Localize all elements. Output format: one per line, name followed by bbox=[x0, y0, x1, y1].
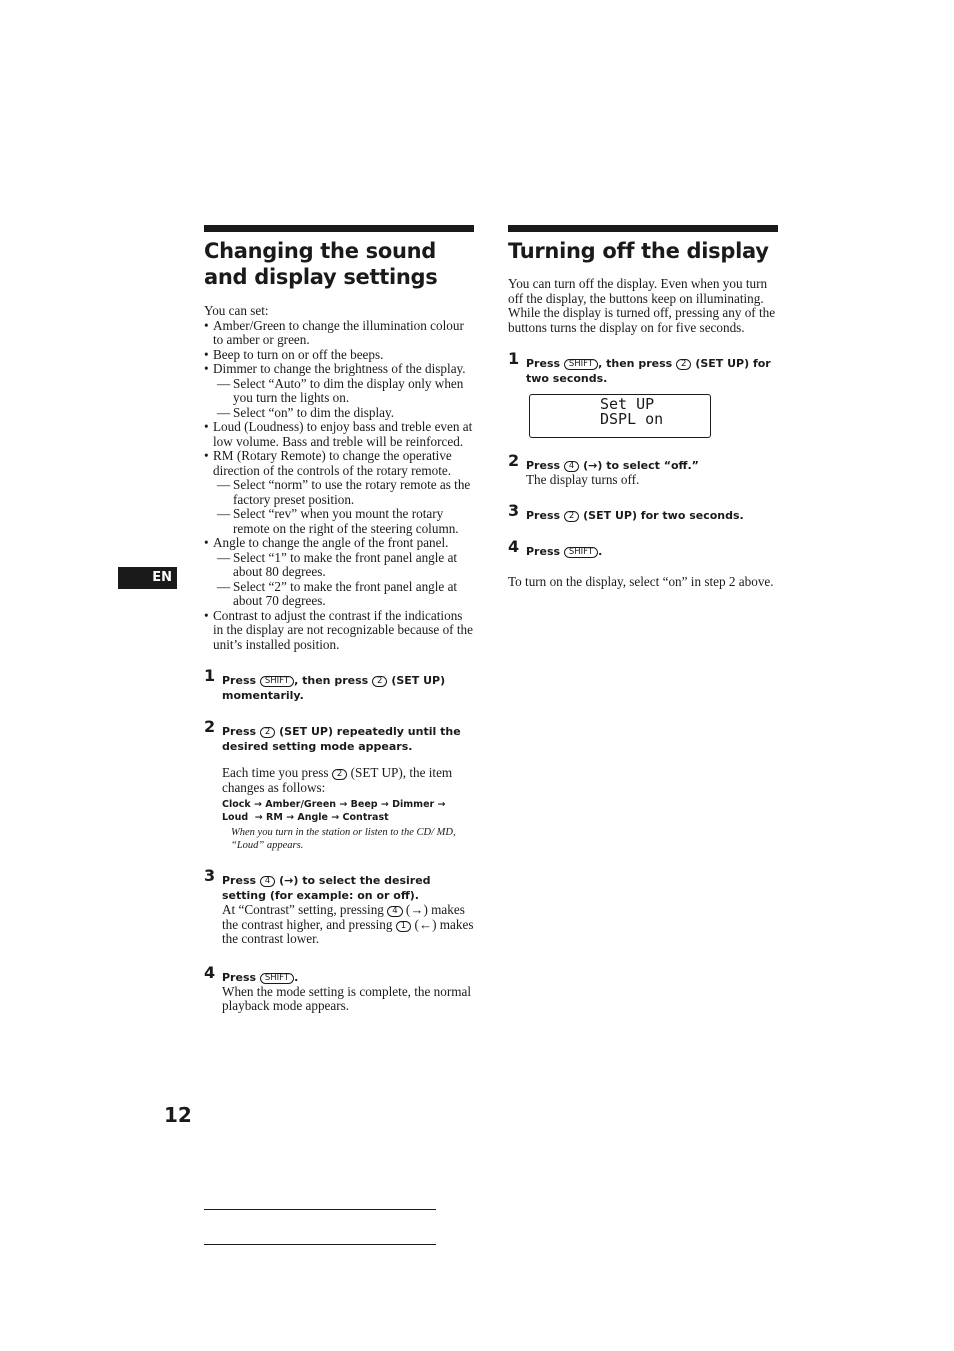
section-rule bbox=[508, 225, 778, 232]
step-number: 3 bbox=[508, 500, 520, 520]
step-number: 1 bbox=[508, 349, 520, 368]
right-outro: To turn on the display, select “on” in step 2 above. bbox=[508, 573, 774, 589]
footer-rule bbox=[204, 1209, 436, 1210]
settings-sub-text: Select “rev” when you mount the rotary remote on the right of the steering column. bbox=[233, 506, 459, 536]
right-step-4: 4 Press SHIFT . bbox=[508, 536, 603, 558]
step-text: (SET UP) for two seconds. bbox=[583, 508, 744, 522]
step-number: 3 bbox=[204, 866, 216, 885]
settings-sub-text: Select “norm” to use the rotary remote as the factory preset position. bbox=[233, 477, 471, 507]
key-1-icon: 1 bbox=[396, 921, 411, 932]
right-column bbox=[508, 225, 778, 589]
step-text: (SET UP) momentarily. bbox=[222, 674, 446, 702]
shift-key-icon: SHIFT bbox=[260, 676, 294, 687]
step-4-body: When the mode setting is complete, the normal playback mode appears. bbox=[222, 983, 472, 1013]
dash-marker: — bbox=[217, 477, 231, 492]
step-text: (→) to select “off.” bbox=[583, 459, 699, 472]
step-text: , then press bbox=[598, 357, 673, 370]
page-number: 12 bbox=[164, 1103, 192, 1127]
step-2-body: The display turns off. bbox=[526, 472, 640, 487]
right-section-title: Turning off the display bbox=[508, 239, 769, 263]
left-column bbox=[204, 225, 474, 1014]
dash-marker: — bbox=[217, 375, 231, 391]
step-text: Press bbox=[526, 357, 561, 370]
settings-sub-item bbox=[204, 478, 474, 507]
step-number: 4 bbox=[204, 962, 216, 982]
step-text: , then press bbox=[294, 674, 369, 687]
key-4-icon: 4 bbox=[260, 876, 275, 887]
settings-sub-item bbox=[204, 507, 474, 536]
key-4-icon: 4 bbox=[387, 906, 402, 917]
dash-marker: — bbox=[217, 549, 231, 565]
left-step-3 bbox=[204, 866, 474, 947]
step-text: Press bbox=[222, 874, 257, 887]
step-3-body: At “Contrast” setting, pressing 4 (→) makes the contrast higher, and pressing 1 (←) makes the contrast lower. bbox=[222, 902, 474, 946]
step-text: Press bbox=[526, 508, 561, 522]
settings-bullet-item: • Beep to turn on or off the beeps. bbox=[204, 348, 474, 363]
step-2-body: Each time you press 2 (SET UP), the item changes as follows: bbox=[222, 765, 453, 795]
key-2-icon: 2 bbox=[260, 727, 275, 738]
lcd-line-2: DSPL on bbox=[600, 410, 664, 428]
settings-sub-item bbox=[204, 406, 474, 421]
settings-bullet-list bbox=[204, 319, 474, 653]
settings-sub-text: Select “1” to make the front panel angle at about 80 degrees. bbox=[233, 549, 458, 579]
settings-bullet-item: • Angle to change the angle of the front panel. bbox=[204, 536, 474, 551]
dash-marker: — bbox=[217, 404, 231, 420]
right-intro: You can turn off the display. Even when you turn off the display, the buttons keep on illuminating. While the display is turned off, pressing any of the buttons turns the display on for five seconds. bbox=[508, 276, 776, 335]
step-2-note: When you turn in the station or listen to the CD/ MD, “Loud” appears. bbox=[231, 827, 456, 851]
left-step-1 bbox=[204, 666, 474, 703]
dash-marker: — bbox=[217, 578, 231, 594]
settings-bullet-item: • Contrast to adjust the contrast if the indications in the display are not recognizable because of the unit’s installed position. bbox=[204, 609, 474, 653]
settings-sub-text: Select “2” to make the front panel angle at about 70 degrees. bbox=[233, 578, 458, 608]
key-2-icon: 2 bbox=[372, 676, 387, 687]
step-number: 1 bbox=[204, 666, 216, 685]
setting-sequence: Clock → Amber/Green → Beep → Dimmer → Loud → RM → Angle → Contrast bbox=[222, 799, 446, 823]
key-2-icon: 2 bbox=[564, 511, 579, 522]
left-step-2 bbox=[204, 717, 474, 852]
settings-sub-text: Select “on” to dim the display. bbox=[233, 404, 395, 420]
language-tab: EN bbox=[118, 567, 177, 589]
step-text: (SET UP) repeatedly until the desired setting mode appears. bbox=[222, 725, 461, 753]
settings-sub-text: Select “Auto” to dim the display only when you turn the lights on. bbox=[233, 375, 464, 405]
settings-bullet-item: • Amber/Green to change the illumination colour to amber or green. bbox=[204, 319, 474, 348]
key-2-icon: 2 bbox=[676, 359, 691, 370]
key-2-icon: 2 bbox=[332, 769, 347, 780]
settings-sub-item bbox=[204, 551, 474, 580]
right-step-2 bbox=[508, 451, 778, 488]
settings-bullet-item: • Loud (Loudness) to enjoy bass and treble even at low volume. Bass and treble will be reinforced. bbox=[204, 420, 474, 449]
dash-marker: — bbox=[217, 506, 231, 521]
step-text: Press bbox=[526, 459, 561, 472]
key-4-icon: 4 bbox=[564, 461, 579, 472]
settings-bullet-item: • Dimmer to change the brightness of the display. bbox=[204, 362, 474, 377]
lcd-display bbox=[529, 394, 711, 438]
step-text: (SET UP) for two seconds. bbox=[526, 357, 771, 385]
step-text: Press bbox=[222, 970, 257, 984]
right-step-3 bbox=[508, 500, 778, 523]
footer-rule bbox=[204, 1244, 436, 1245]
left-step-4: 4 Press SHIFT . When the mode setting is complete, the normal playback mode appears. bbox=[204, 970, 474, 1014]
shift-key-icon: SHIFT bbox=[564, 547, 598, 558]
settings-sub-item bbox=[204, 377, 474, 406]
right-step-1 bbox=[508, 349, 778, 386]
step-text: (→) to select the desired setting (for example: on or off). bbox=[222, 874, 431, 902]
step-number: 2 bbox=[508, 451, 520, 470]
settings-bullet-item: • RM (Rotary Remote) to change the operative direction of the controls of the rotary remote. bbox=[204, 449, 474, 478]
shift-key-icon: SHIFT bbox=[260, 973, 294, 984]
settings-sub-item bbox=[204, 580, 474, 609]
shift-key-icon: SHIFT bbox=[564, 359, 598, 370]
lcd-line-1: Set UP bbox=[600, 395, 655, 413]
step-text: Press bbox=[222, 725, 257, 738]
step-text: Press bbox=[222, 674, 257, 687]
step-text: Press bbox=[526, 544, 561, 558]
section-rule bbox=[204, 225, 474, 232]
left-section-title: Changing the sound and display settings bbox=[204, 239, 438, 289]
step-number: 2 bbox=[204, 717, 216, 736]
left-intro: You can set: bbox=[204, 303, 269, 318]
step-number: 4 bbox=[508, 536, 520, 556]
